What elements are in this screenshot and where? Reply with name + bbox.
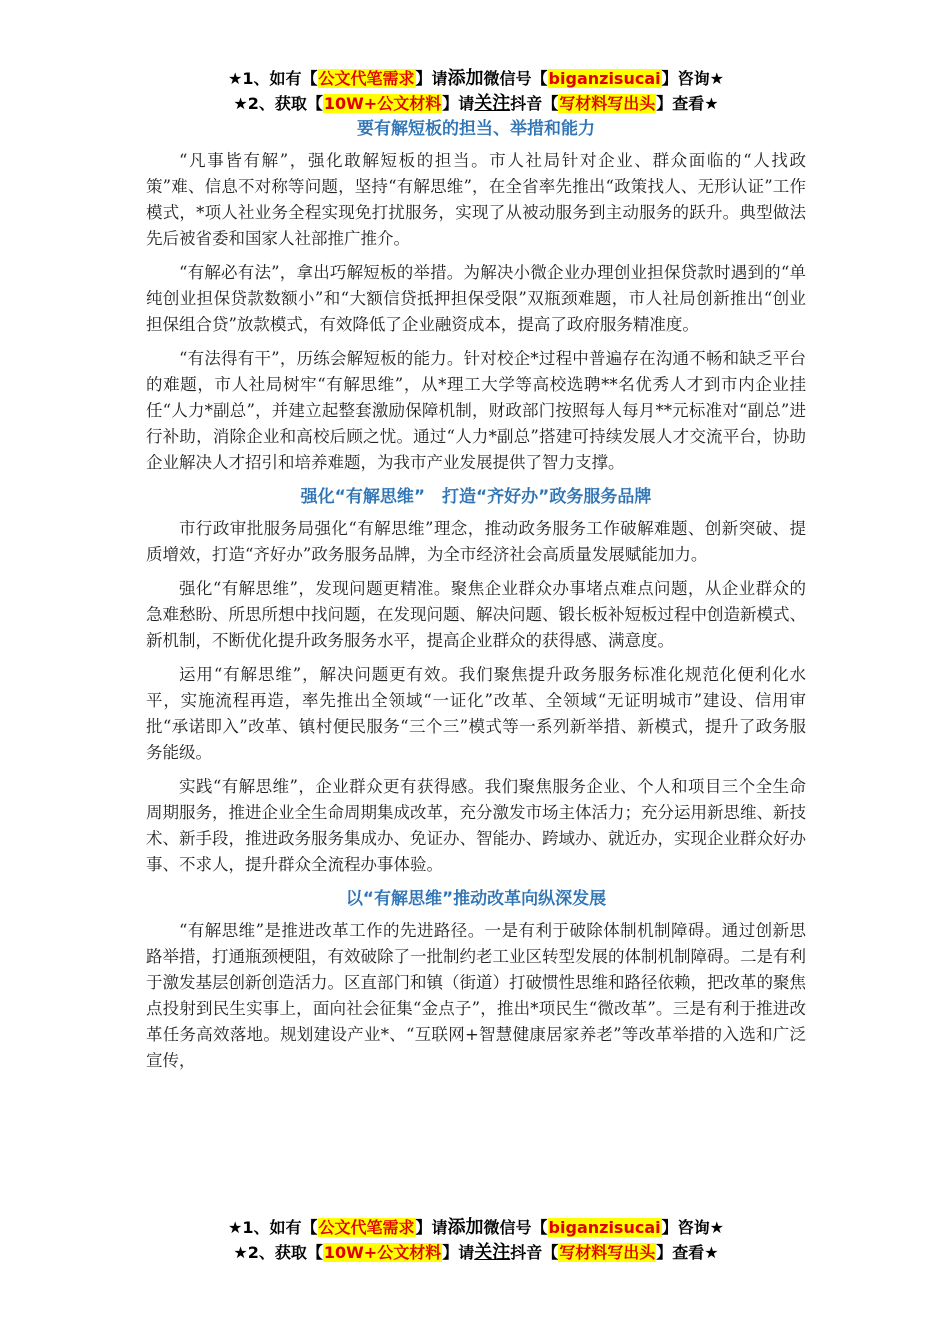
paragraph: 市行政审批服务局强化“有解思维”理念，推动政务服务工作破解难题、创新突破、提质增效，打造“齐好办”政务服务品牌，为全市经济社会高质量发展赋能加力。 (146, 519, 806, 564)
paragraph: “凡事皆有解”，强化敢解短板的担当。市人社局针对企业、群众面临的“人找政策”难、信息不对称等问题，坚持“有解思维”，在全省率先推出“政策找人、无形认证”工作模式，*项人社业务全程实现免打扰服务，实现了从被动服务到主动服务的跃升。典型做法先后被省委和国家人社部推广推介。 (146, 151, 806, 248)
douyin-id-highlight: 写材料写出头 (559, 94, 656, 113)
banner-emphasis: 添加 (447, 68, 484, 89)
banner-text: ★2、获取【 (233, 1243, 323, 1262)
highlight-text: 公文代笔需求 (318, 1218, 415, 1237)
paragraph: 强化“有解思维”，发现问题更精准。聚焦企业群众办事堵点难点问题，从企业群众的急难愁盼、所思所想中找问题，在发现问题、解决问题、锻长板补短板过程中创造新模式、新机制，不断优化提升政务服务水平，提高企业群众的获得感、满意度。 (146, 579, 806, 650)
banner-emphasis: 关注 (474, 93, 511, 114)
banner-text: 】咨询★ (661, 1218, 724, 1237)
banner-text: ★2、获取【 (233, 94, 323, 113)
wechat-id-highlight: biganzisucai (548, 1218, 661, 1237)
section-heading: 要有解短板的担当、举措和能力 (357, 119, 595, 139)
banner-text: 抖音【 (510, 1243, 559, 1262)
wechat-id-highlight: biganzisucai (548, 69, 661, 88)
paragraph: 运用“有解思维”，解决问题更有效。我们聚焦提升政务服务标准化规范化便利化水平，实施流程再造，率先推出全领域“一证化”改革、全领域“无证明城市”建设、信用审批“承诺即入”改革、镇村便民服务“三个三”模式等一系列新举措、新模式，提升了政务服务能级。 (146, 665, 806, 762)
promo-banner-line-2 (146, 91, 806, 116)
paragraph: “有解思维”是推进改革工作的先进路径。一是有利于破除体制机制障碍。通过创新思路举措，打通瓶颈梗阻，有效破除了一批制约老工业区转型发展的体制机制障碍。二是有利于激发基层创新创造活力。区直部门和镇（街道）打破惯性思维和路径依赖，把改革的聚焦点投射到民生实事上，面向社会征集“金点子”，推出*项民生“微改革”。三是有利于推进改革任务高效落地。规划建设产业*、“互联网+智慧健康居家养老”等改革举措的入选和广泛宣传， (146, 921, 806, 1070)
banner-text: 】请 (442, 94, 475, 113)
section-heading: 强化“有解思维” 打造“齐好办”政务服务品牌 (300, 487, 652, 507)
banner-text: 】查看★ (656, 94, 719, 113)
highlight-text: 公文代笔需求 (318, 69, 415, 88)
banner-text: 】咨询★ (661, 69, 724, 88)
banner-text: ★1、如有【 (228, 1218, 318, 1237)
banner-emphasis: 添加 (447, 1217, 484, 1238)
banner-emphasis: 关注 (474, 1242, 511, 1263)
section-heading: 以“有解思维”推动改革向纵深发展 (345, 889, 607, 909)
paragraph: “有法得有干”，历练会解短板的能力。针对校企*过程中普遍存在沟通不畅和缺乏平台的难题，市人社局树牢“有解思维”，从*理工大学等高校选聘**名优秀人才到市内企业挂任“人力*副总”，并建立起整套激励保障机制，财政部门按照每人每月**元标准对“副总”进行补助，消除企业和高校后顾之忧。通过“人力*副总”搭建可持续发展人才交流平台，协助企业解决人才招引和培养难题，为我市产业发展提供了智力支撑。 (146, 349, 806, 472)
paragraph: “有解必有法”，拿出巧解短板的举措。为解决小微企业办理创业担保贷款时遇到的“单纯创业担保贷款数额小”和“大额信贷抵押担保受限”双瓶颈难题，市人社局创新推出“创业担保组合贷”放款模式，有效降低了企业融资成本，提高了政府服务精准度。 (146, 263, 806, 334)
promo-banner-line-1 (146, 1215, 806, 1240)
banner-text: 抖音【 (510, 94, 559, 113)
banner-text: 】请 (442, 1243, 475, 1262)
footer-banner (146, 1215, 806, 1265)
banner-text: 】请 (415, 1218, 448, 1237)
promo-banner-line-1 (146, 66, 806, 91)
banner-text: ★1、如有【 (228, 69, 318, 88)
banner-text: 】查看★ (656, 1243, 719, 1262)
banner-text: 】请 (415, 69, 448, 88)
highlight-text: 10W+公文材料 (323, 94, 442, 113)
highlight-text: 10W+公文材料 (323, 1243, 442, 1262)
paragraph: 实践“有解思维”，企业群众更有获得感。我们聚焦服务企业、个人和项目三个全生命周期服务，推进企业全生命周期集成改革，充分激发市场主体活力；充分运用新思维、新技术、新手段，推进政务服务集成办、免证办、智能办、跨域办、就近办，实现企业群众好办事、不求人，提升群众全流程办事体验。 (146, 777, 806, 874)
promo-banner-line-2 (146, 1240, 806, 1265)
banner-text: 微信号【 (483, 69, 548, 88)
banner-text: 微信号【 (483, 1218, 548, 1237)
douyin-id-highlight: 写材料写出头 (559, 1243, 656, 1262)
document-page (146, 66, 806, 1082)
